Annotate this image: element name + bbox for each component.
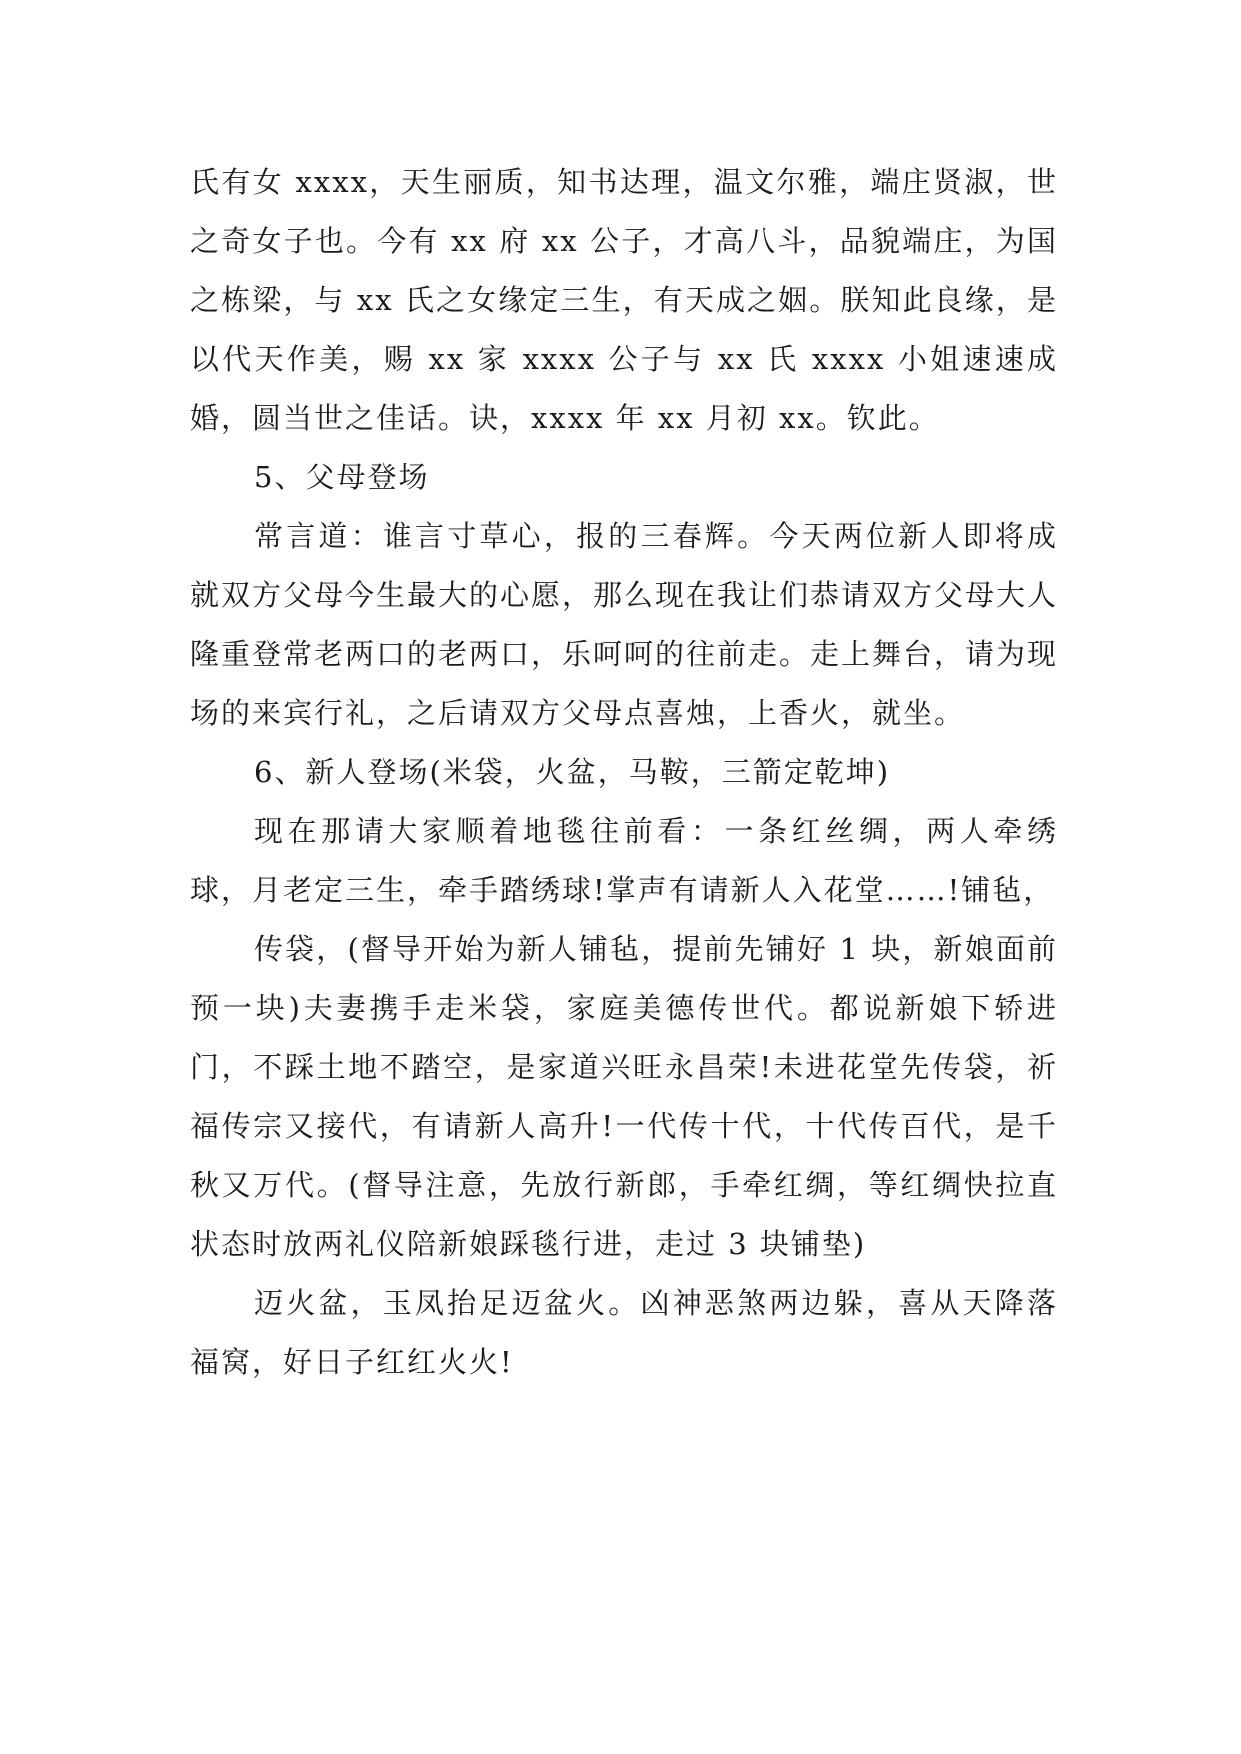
document-body [190, 153, 1058, 1392]
section-heading-parents-entrance: 5、父母登场 [254, 460, 430, 494]
section-heading-couple-entrance: 6、新人登场(米袋，火盆，马鞍，三箭定乾坤) [254, 755, 891, 789]
paragraph-carpet-walk: 现在那请大家顺着地毯往前看：一条红丝绸，两人牵绣球，月老定三生，牵手踏绣球!掌声有请新人入花堂……!铺毡， [190, 814, 1058, 907]
paragraph-fire-basin: 迈火盆，玉凤抬足迈盆火。凶神恶煞两边躲，喜从天降落福窝，好日子红红火火! [190, 1286, 1058, 1379]
paragraph-pass-bags: 传袋，(督导开始为新人铺毡，提前先铺好 1 块，新娘面前预一块)夫妻携手走米袋，家庭美德传世代。都说新娘下轿进门，不踩土地不踏空，是家道兴旺永昌荣!未进花堂先传袋，祈福传宗又接代，有请新人高升!一代传十代，十代传百代，是千秋又万代。(督导注意，先放行新郎，手牵红绸，等红绸快拉直状态时放两礼仪陪新娘踩毯行进，走过 3 块铺垫) [190, 932, 1058, 1261]
paragraph-edict-continuation: 氏有女 xxxx，天生丽质，知书达理，温文尔雅，端庄贤淑，世之奇女子也。今有 xx 府 xx 公子，才高八斗，品貌端庄，为国之栋梁，与 xx 氏之女缘定三生，有天成之姻。朕知此良缘，是以代天作美，赐 xx 家 xxxx 公子与 xx 氏 xxxx 小姐速速成婚，圆当世之佳话。诀，xxxx 年 xx 月初 xx。钦此。 [190, 165, 1058, 435]
paragraph-parents-entrance: 常言道：谁言寸草心，报的三春辉。今天两位新人即将成就双方父母今生最大的心愿，那么现在我让们恭请双方父母大人隆重登常老两口的老两口，乐呵呵的往前走。走上舞台，请为现场的来宾行礼，之后请双方父母点喜烛，上香火，就坐。 [190, 519, 1059, 730]
